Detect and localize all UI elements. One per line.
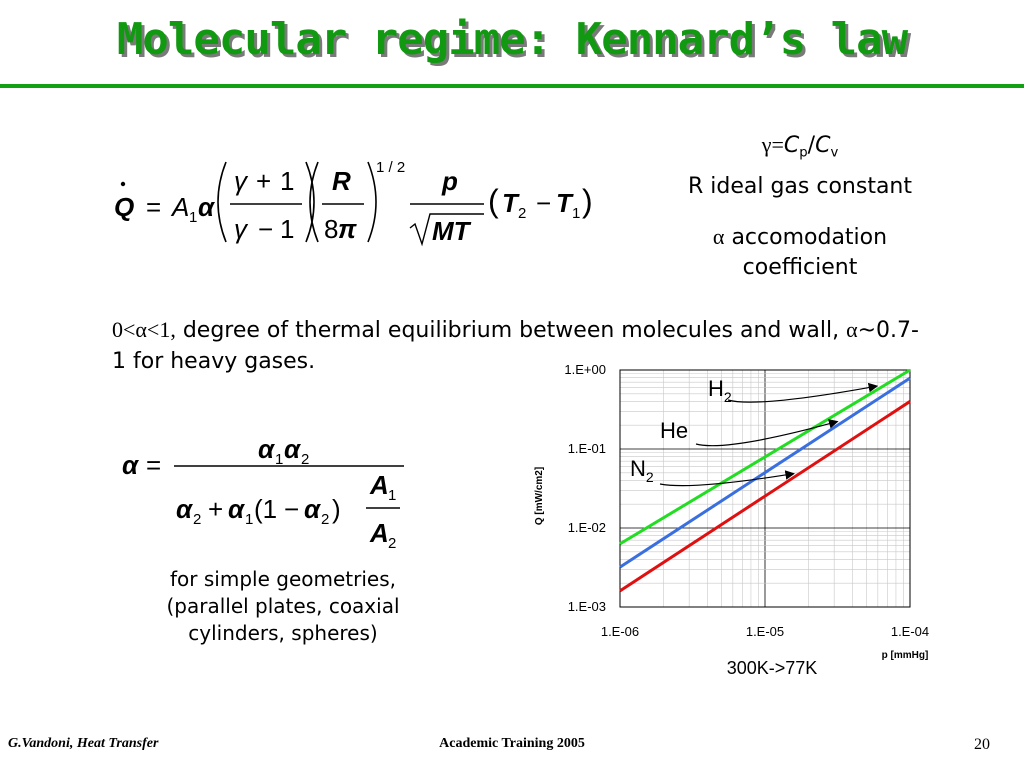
alpha-range-text-2: ~0.7-1 for heavy gases.: [112, 318, 919, 374]
svg-text:1: 1: [572, 205, 581, 222]
svg-text:MT: MT: [432, 216, 470, 246]
slide-title: Molecular regime: Kennard’s law: [116, 14, 908, 65]
footer-author: G.Vandoni, Heat Transfer: [8, 736, 159, 751]
y-tick-label: 1.E+00: [564, 362, 606, 377]
x-axis-label: p [mmHg]: [881, 650, 929, 661]
svg-text:1: 1: [275, 451, 284, 468]
svg-text:1: 1: [245, 511, 254, 528]
alpha-line-1: accomodation: [731, 225, 888, 250]
ratio-slash: /: [807, 133, 816, 158]
svg-text:=: =: [146, 450, 162, 480]
cv-subscript: v: [830, 145, 839, 161]
heat-flux-chart-svg: [520, 356, 980, 686]
svg-text:2: 2: [193, 511, 202, 528]
svg-text:(: (: [488, 183, 499, 219]
svg-text:−: −: [284, 494, 300, 524]
chart-annotations: [630, 376, 876, 486]
svg-text:8: 8: [324, 214, 339, 244]
kennard-formula-svg: [110, 150, 610, 260]
title-rule: [0, 84, 1024, 88]
alpha-formula-svg: [118, 430, 418, 556]
cv-symbol: C: [815, 133, 831, 158]
svg-text:α: α: [122, 450, 139, 480]
series-arrow-h2: [728, 386, 876, 402]
svg-text:γ: γ: [234, 214, 247, 244]
svg-text:A: A: [370, 518, 389, 548]
svg-text:A: A: [172, 192, 190, 222]
svg-text:A: A: [370, 470, 389, 500]
svg-text:): ): [582, 183, 593, 219]
y-axis-label: Q [mW/cm2]: [534, 466, 545, 526]
svg-text:2: 2: [388, 535, 397, 552]
svg-text:1: 1: [189, 209, 198, 226]
svg-text:π: π: [338, 214, 357, 244]
svg-text:α: α: [284, 434, 301, 464]
svg-text:1: 1: [280, 214, 295, 244]
svg-text:α: α: [176, 494, 193, 524]
geometry-note: [128, 566, 438, 647]
geometry-note-line-3: cylinders, spheres): [188, 621, 378, 645]
svg-text:α: α: [304, 494, 321, 524]
y-tick-label: 1.E-02: [567, 520, 606, 535]
chart-ticks: [564, 362, 929, 639]
svg-text:−: −: [258, 214, 274, 244]
svg-text:): ): [332, 494, 341, 524]
x-tick-label: 1.E-06: [600, 624, 640, 639]
series-label-he: He: [660, 418, 689, 443]
svg-text:2: 2: [321, 511, 330, 528]
svg-text:Q: Q: [114, 192, 135, 222]
heat-flux-chart: [520, 356, 980, 686]
alpha-definition: [640, 222, 960, 283]
svg-text:R: R: [332, 166, 351, 196]
svg-text:=: =: [146, 192, 162, 222]
alpha-range-text-1: degree of thermal equilibrium between molecules and wall,: [175, 318, 847, 343]
cp-subscript: p: [799, 145, 808, 161]
svg-text:+: +: [208, 494, 224, 524]
y-tick-label: 1.E-01: [567, 441, 606, 456]
svg-text:−: −: [536, 188, 552, 218]
alpha-formula: [118, 430, 418, 556]
svg-text:+: +: [256, 166, 272, 196]
x-tick-label: 1.E-05: [745, 624, 785, 639]
svg-text:2: 2: [518, 205, 527, 222]
svg-text:α: α: [198, 192, 215, 222]
gamma-prefix: γ=: [761, 132, 784, 157]
cp-symbol: C: [783, 133, 800, 158]
geometry-note-line-1: for simple geometries,: [170, 567, 396, 591]
svg-text:2: 2: [301, 451, 310, 468]
svg-text:1 / 2: 1 / 2: [376, 159, 406, 176]
gamma-definition: [640, 132, 960, 161]
footer-event: Academic Training 2005: [439, 736, 585, 751]
svg-text:γ: γ: [234, 166, 247, 196]
alpha-symbol-inline: α: [846, 317, 858, 342]
svg-text:T: T: [556, 188, 572, 218]
geometry-note-line-2: (parallel plates, coaxial: [166, 594, 400, 618]
page-number: 20: [974, 736, 990, 753]
svg-text:p: p: [442, 166, 458, 196]
svg-text:1: 1: [388, 487, 397, 504]
y-tick-label: 1.E-03: [567, 599, 606, 614]
alpha-inequality: 0<α<1,: [112, 317, 176, 342]
svg-text:1: 1: [280, 166, 295, 196]
svg-text:T: T: [502, 188, 518, 218]
series-label-n2: $N_2$: [630, 456, 654, 485]
x-tick-label: 1.E-04: [890, 624, 930, 639]
chart-caption: 300K->77K: [726, 658, 818, 678]
alpha-symbol: α: [712, 224, 725, 249]
kennard-formula: [110, 150, 610, 260]
alpha-line-2: coefficient: [742, 255, 858, 280]
svg-text:(1: (1: [254, 494, 278, 524]
svg-text:α: α: [258, 434, 275, 464]
r-definition: R ideal gas constant: [687, 174, 913, 199]
series-label-h2: $H_2$: [708, 376, 732, 405]
svg-text:α: α: [228, 494, 245, 524]
